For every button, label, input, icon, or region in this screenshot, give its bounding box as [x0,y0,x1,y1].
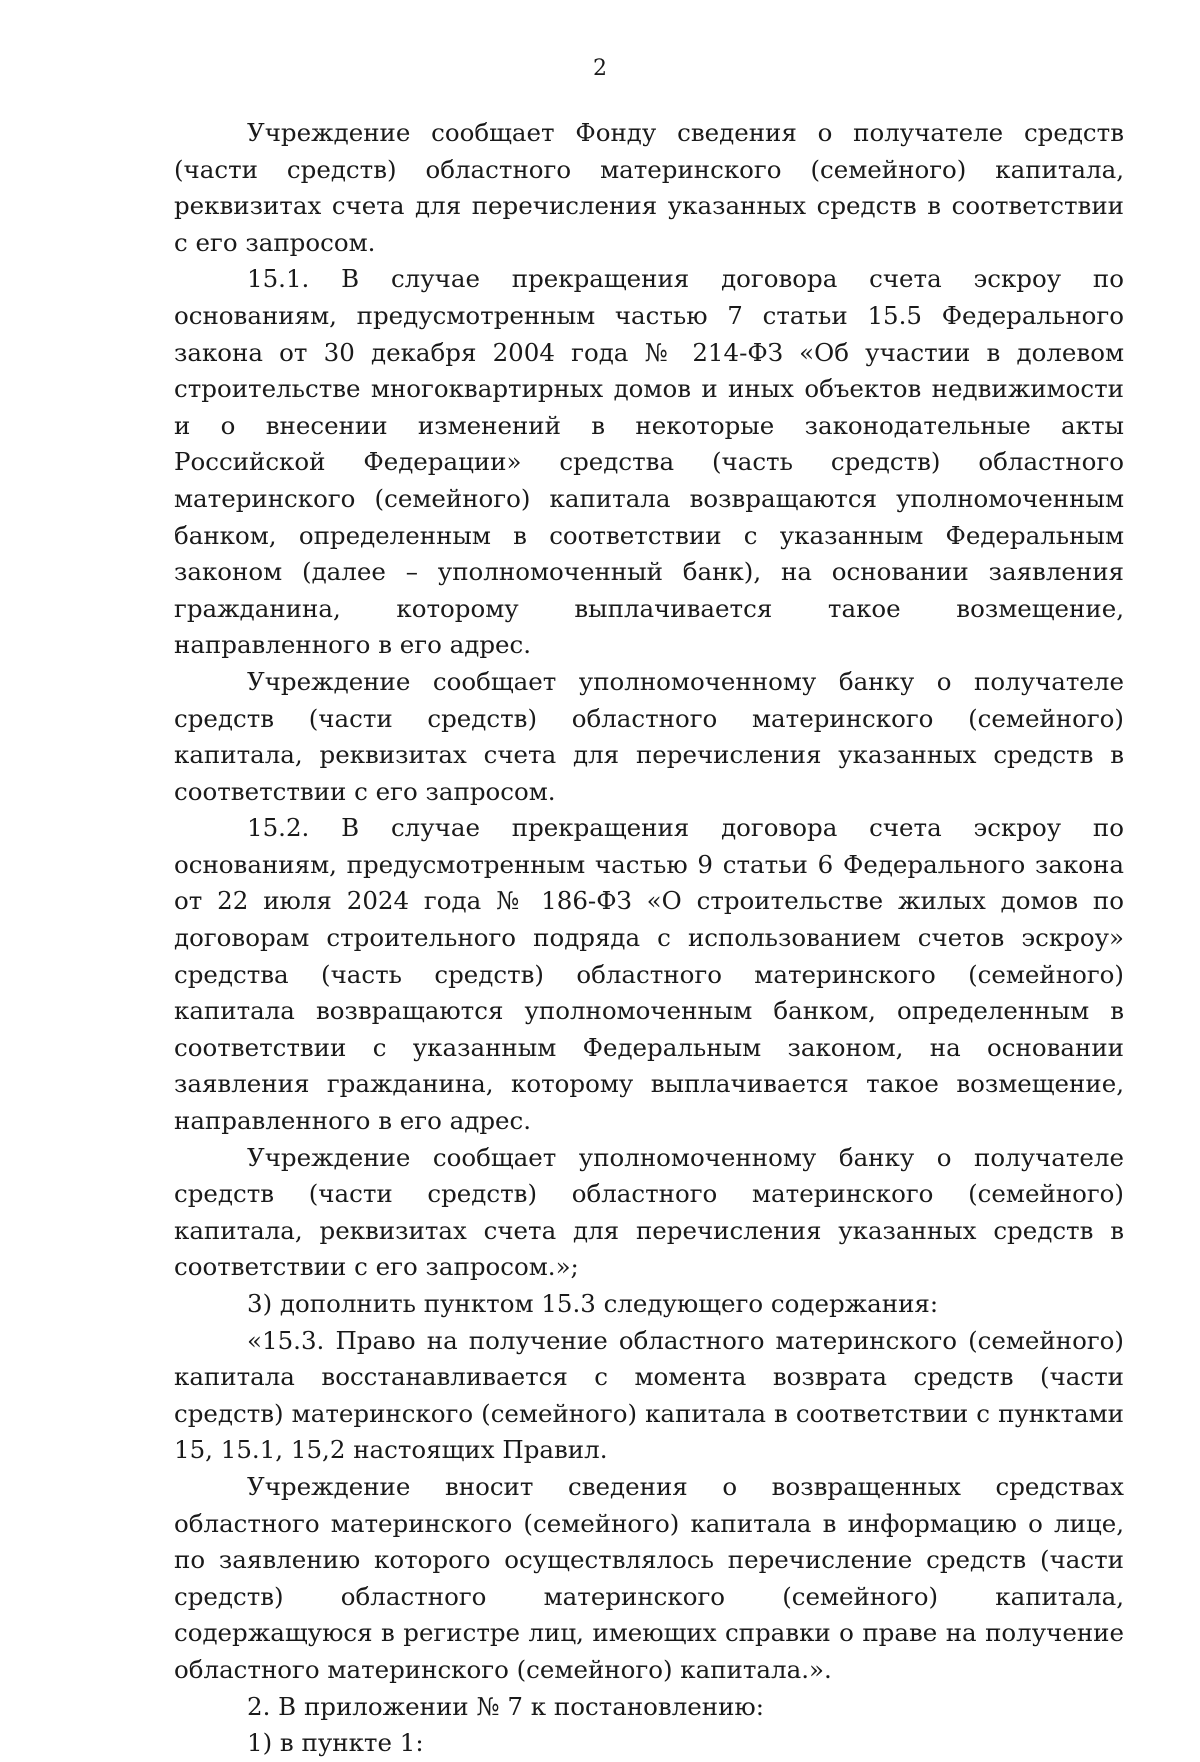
paragraph-register-info: Учреждение вносит сведения о возвращенных средствах областного материнского (семейного) капитала в информацию о лице, по заявлению которого осуществлялось перечисление средств (части средств) областного материнского (семейного) капитала, содержащуюся в регистре лиц, имеющих справки о праве на получение областного материнского (семейного) капитала.». [174,1471,1124,1684]
paragraph-15-1: 15.1. В случае прекращения договора счета эскроу по основаниям, предусмотренным частью 7 статьи 15.5 Федерального закона от 30 декабря 2004 года № 214-ФЗ «Об участии в долевом строительстве многоквартирных домов и иных объектов недвижимости и о внесении изменений в некоторые законодательные акты Российской Федерации» средства (часть средств) областного материнского (семейного) капитала возвращаются уполномоченным банком, определенным в соответствии с указанным Федеральным законом (далее – уполномоченный банк), на основании заявления гражданина, которому выплачивается такое возмещение, направленного в его адрес. [174,264,1124,660]
paragraph-item-3: 3) дополнить пунктом 15.3 следующего содержания: [247,1289,939,1318]
paragraph-point-1: 1) в пункте 1: [247,1728,424,1758]
document-body [174,115,1124,1762]
paragraph-appendix-7: 2. В приложении № 7 к постановлению: [247,1691,765,1721]
page-number: 2 [593,56,607,81]
paragraph-15-2: 15.2. В случае прекращения договора счета эскроу по основаниям, предусмотренным частью 9 статьи 6 Федерального закона от 22 июля 2024 года № 186-ФЗ «О строительстве жилых домов по договорам строительного подряда с использованием счетов эскроу» средства (часть средств) областного материнского (семейного) капитала возвращаются уполномоченным банком, определенным в соответствии с указанным Федеральным законом, на основании заявления гражданина, которому выплачивается такое возмещение, направленного в его адрес. [174,813,1124,1136]
paragraph-bank-notification-1: Учреждение сообщает уполномоченному банку о получателе средств (части средств) областного материнского (семейного) капитала, реквизитах счета для перечисления указанных средств в соответствии с его запросом. [174,666,1124,806]
paragraph-15-3: «15.3. Право на получение областного материнского (семейного) капитала восстанавливается с момента возврата средств (части средств) материнского (семейного) капитала в соответствии с пунктами 15, 15.1, 15,2 настоящих Правил. [174,1325,1124,1465]
paragraph-fund-notification: Учреждение сообщает Фонду сведения о получателе средств (части средств) областного материнского (семейного) капитала, реквизитах счета для перечисления указанных средств в соответствии с его запросом. [174,118,1124,257]
paragraph-bank-notification-2: Учреждение сообщает уполномоченному банку о получателе средств (части средств) областного материнского (семейного) капитала, реквизитах счета для перечисления указанных средств в соответствии с его запросом.»; [174,1142,1124,1282]
